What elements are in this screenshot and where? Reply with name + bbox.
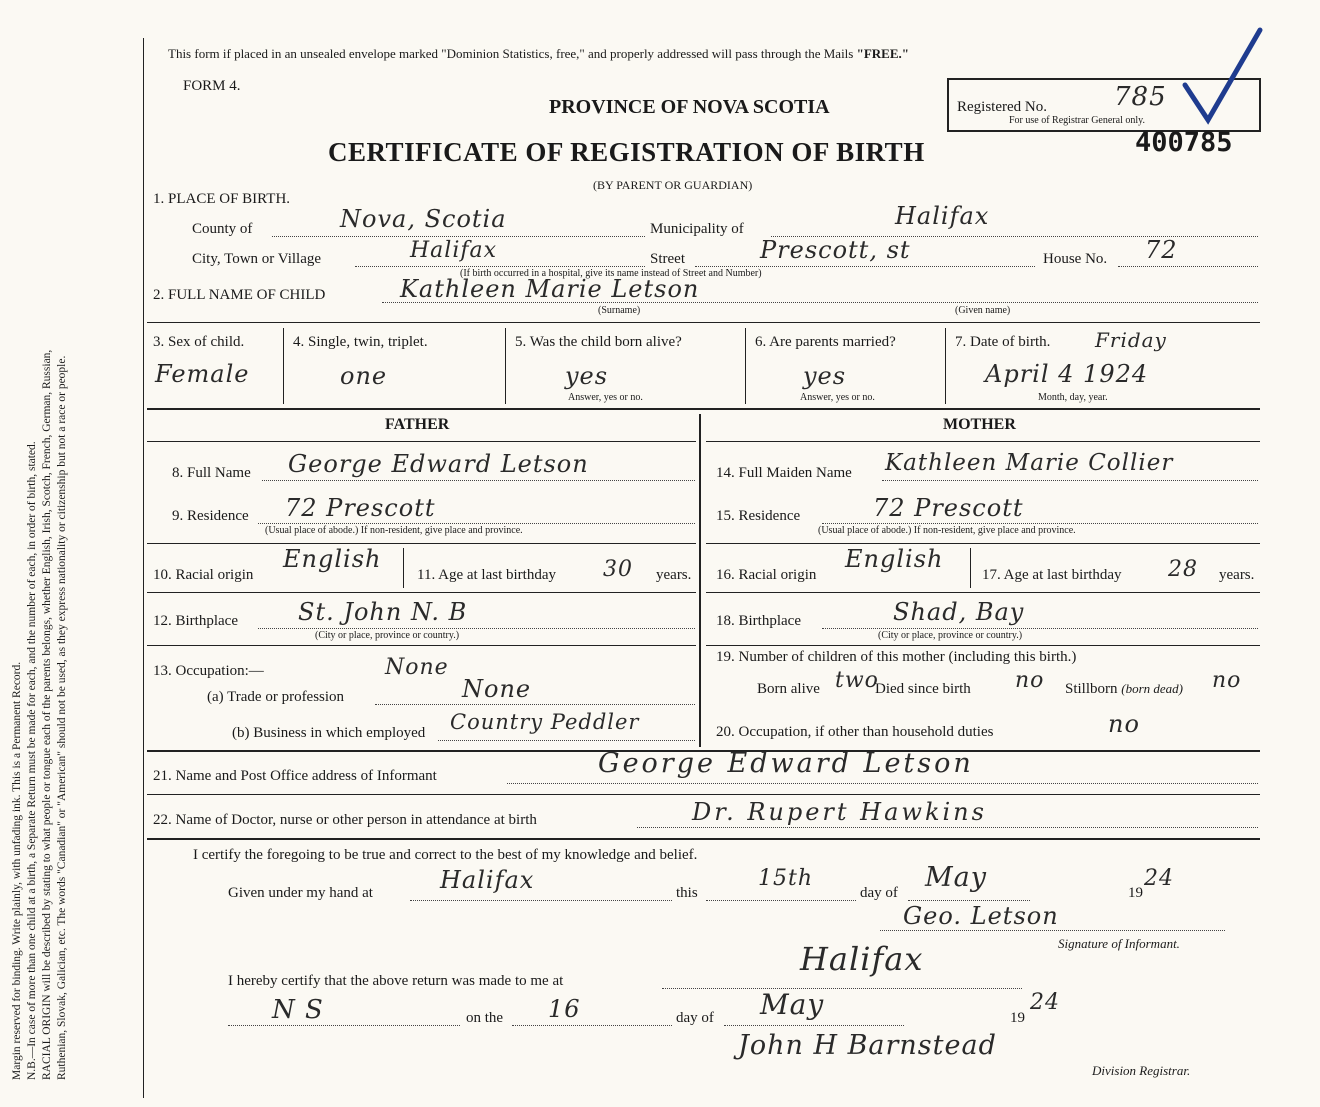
rule	[403, 548, 404, 588]
father-birthplace-note: (City or place, province or country.)	[315, 630, 460, 641]
stillborn-note: (born dead)	[1121, 681, 1184, 696]
married-label: 6. Are parents married?	[755, 334, 896, 350]
mother-age-unit: years.	[1219, 567, 1255, 583]
given-label: Given under my hand at	[228, 885, 373, 901]
mother-residence-value: 72 Prescott	[873, 494, 1024, 522]
house-value: 72	[1145, 236, 1178, 264]
registrar-caption: Division Registrar.	[1092, 1063, 1191, 1078]
margin-line: Margin reserved for binding. Write plainly, with unfading ink. This is a Permanent Record.	[11, 661, 23, 1080]
given-line	[410, 900, 672, 901]
father-birthplace-line	[258, 628, 695, 629]
informant-value: George Edward Letson	[598, 748, 974, 779]
father-trade-value: None	[462, 675, 532, 703]
registrar-day: 16	[548, 995, 581, 1023]
registrar-year-prefix: 19	[1010, 1010, 1025, 1026]
rule	[945, 328, 946, 404]
house-label: House No.	[1043, 251, 1108, 267]
mother-residence-line	[822, 523, 1258, 524]
father-name-label: 8. Full Name	[172, 465, 251, 481]
died-since-value: no	[1015, 668, 1045, 693]
rule	[147, 645, 696, 646]
mother-occupation-label: 20. Occupation, if other than household duties	[716, 724, 994, 740]
province-heading: PROVINCE OF NOVA SCOTIA	[549, 96, 830, 118]
rule	[970, 548, 971, 588]
mother-age-value: 28	[1168, 557, 1198, 582]
father-name-line	[262, 480, 695, 481]
rule	[147, 408, 1260, 410]
mother-name-value: Kathleen Marie Collier	[885, 450, 1174, 476]
father-residence-line	[258, 523, 695, 524]
page-title: CERTIFICATE OF REGISTRATION OF BIRTH	[328, 137, 925, 167]
street-value: Prescott, st	[760, 236, 911, 264]
dob-label: 7. Date of birth.	[955, 334, 1051, 350]
informant-signature: Geo. Letson	[903, 902, 1059, 930]
margin-line: N.B.—In case of more than one child at a birth, a Separate Return must be made for each, and the number of each, in order of birth, stated.	[26, 441, 38, 1080]
father-age-label: 11. Age at last birthday	[417, 567, 556, 583]
father-occupation-value: None	[385, 655, 449, 680]
father-residence-label: 9. Residence	[172, 508, 249, 524]
sex-label: 3. Sex of child.	[153, 334, 245, 350]
street-label: Street	[650, 251, 685, 267]
single-label: 4. Single, twin, triplet.	[293, 334, 428, 350]
rule	[283, 328, 284, 404]
mother-birthplace-note: (City or place, province or country.)	[878, 630, 1023, 641]
registrar-text: I hereby certify that the above return was made to me at	[228, 973, 564, 989]
street-line	[695, 266, 1035, 267]
county-value: Nova, Scotia	[340, 205, 507, 233]
certify-text: I certify the foregoing to be true and correct to the best of my knowledge and belief.	[193, 847, 698, 863]
checkmark-icon	[1180, 25, 1270, 130]
died-since-label: Died since birth	[875, 681, 971, 697]
father-race-label: 10. Racial origin	[153, 567, 254, 583]
day-line	[706, 900, 856, 901]
rule	[706, 441, 1260, 442]
mail-notice-text: This form if placed in an unsealed envelope marked "Dominion Statistics, free," and properly addressed will pass through the Mails	[168, 46, 857, 61]
stillborn-label	[1065, 681, 1183, 698]
dob-note: Month, day, year.	[1038, 392, 1108, 403]
certify-day: 15th	[758, 866, 814, 891]
father-residence-value: 72 Prescott	[285, 494, 436, 522]
county-line	[272, 236, 645, 237]
registrar-note: For use of Registrar General only.	[1009, 115, 1145, 126]
stamp-number: 400785	[1135, 127, 1233, 158]
mother-race-value: English	[845, 545, 944, 573]
given-name-note: (Given name)	[955, 305, 1011, 316]
born-alive-value: two	[835, 668, 879, 693]
house-line	[1118, 266, 1258, 267]
children-count-label: 19. Number of children of this mother (including this birth.)	[716, 649, 1077, 665]
registrar-place-line	[662, 988, 1022, 989]
mother-race-label: 16. Racial origin	[716, 567, 817, 583]
registrar-year: 24	[1030, 990, 1060, 1015]
form-number: FORM 4.	[183, 78, 241, 94]
informant-line	[507, 783, 1258, 784]
father-name-value: George Edward Letson	[288, 450, 589, 478]
stillborn-value: no	[1212, 668, 1242, 693]
rule	[147, 592, 696, 593]
father-trade-line	[375, 704, 695, 705]
father-business-value: Country Peddler	[450, 710, 640, 734]
rule	[706, 543, 1260, 544]
mother-birthplace-value: Shad, Bay	[893, 598, 1025, 626]
certify-month: May	[925, 862, 987, 893]
place-section: 1. PLACE OF BIRTH.	[153, 191, 291, 207]
rule	[505, 328, 506, 404]
father-heading: FATHER	[385, 416, 450, 433]
municipality-value: Halifax	[895, 202, 990, 230]
hospital-note: (If birth occurred in a hospital, give its name instead of Street and Number)	[460, 268, 762, 279]
alive-note: Answer, yes or no.	[568, 392, 643, 403]
married-value: yes	[803, 362, 847, 390]
alive-label: 5. Was the child born alive?	[515, 334, 682, 350]
city-value: Halifax	[410, 238, 498, 263]
dob-value: April 4 1924	[985, 360, 1149, 388]
stillborn-label-text: Stillborn	[1065, 681, 1118, 697]
year-prefix: 19	[1128, 885, 1143, 901]
registered-value: 785	[1114, 82, 1167, 112]
alive-value: yes	[565, 362, 609, 390]
mother-age-label: 17. Age at last birthday	[982, 567, 1122, 583]
informant-label: 21. Name and Post Office address of Informant	[153, 768, 437, 784]
married-note: Answer, yes or no.	[800, 392, 875, 403]
mother-name-line	[882, 480, 1258, 481]
father-birthplace-value: St. John N. B	[298, 598, 468, 626]
registrar-day-line	[512, 1025, 672, 1026]
rule	[147, 441, 696, 442]
mail-notice	[168, 46, 909, 62]
mother-heading: MOTHER	[943, 416, 1016, 433]
rule	[147, 794, 1260, 795]
father-business-line	[438, 740, 695, 741]
born-alive-label: Born alive	[757, 681, 820, 697]
margin-line: Ruthenian, Slovak, Galician, etc. The words "Canadian" or "American" should not be used, as they express nationality or citizenship but not a race or people.	[56, 355, 68, 1080]
doctor-line	[637, 827, 1258, 828]
rule	[699, 414, 701, 747]
single-value: one	[340, 362, 388, 390]
page-subtitle: (BY PARENT OR GUARDIAN)	[593, 178, 753, 192]
father-age-unit: years.	[656, 567, 692, 583]
father-business-label: (b) Business in which employed	[232, 725, 426, 741]
registrar-month-line	[724, 1025, 904, 1026]
this-label: this	[676, 885, 698, 901]
mother-birthplace-label: 18. Birthplace	[716, 613, 801, 629]
father-trade-label: (a) Trade or profession	[207, 689, 345, 705]
father-birthplace-label: 12. Birthplace	[153, 613, 238, 629]
on-label: on the	[466, 1010, 504, 1026]
registered-label: Registered No.	[957, 99, 1047, 115]
rule	[147, 322, 1260, 323]
signature-line	[880, 930, 1225, 931]
month-line	[908, 900, 1030, 901]
county-label: County of	[192, 221, 253, 237]
margin-line: RACIAL ORIGIN will be described by stating to what people or tongue each of the parents belongs, whether English, Irish, Scotch, French, German, Russian,	[41, 349, 53, 1080]
rule	[147, 838, 1260, 840]
mother-occupation-value: no	[1108, 710, 1140, 738]
binding-rule	[143, 38, 144, 1098]
rule	[147, 543, 696, 544]
city-label: City, Town or Village	[192, 251, 322, 267]
registrar-signature: John H Barnstead	[738, 1030, 997, 1061]
city-line	[355, 266, 645, 267]
sex-value: Female	[155, 360, 250, 388]
rule	[706, 592, 1260, 593]
mother-residence-note: (Usual place of abode.) If non-resident, give place and province.	[818, 525, 1076, 536]
registrar-province: N S	[272, 995, 324, 1025]
mother-birthplace-line	[822, 628, 1258, 629]
rule	[706, 645, 1260, 646]
dob-day: Friday	[1095, 328, 1167, 352]
child-name-value: Kathleen Marie Letson	[400, 275, 700, 303]
given-place: Halifax	[440, 866, 535, 894]
doctor-value: Dr. Rupert Hawkins	[692, 798, 987, 826]
province-line	[228, 1025, 460, 1026]
registrar-day-of: day of	[676, 1010, 714, 1026]
rule	[745, 328, 746, 404]
mail-notice-free: "FREE."	[856, 46, 909, 61]
surname-note: (Surname)	[598, 305, 641, 316]
father-age-value: 30	[603, 557, 633, 582]
mother-name-label: 14. Full Maiden Name	[716, 465, 852, 481]
father-residence-note: (Usual place of abode.) If non-resident, give place and province.	[265, 525, 523, 536]
certify-year: 24	[1144, 866, 1174, 891]
registrar-month: May	[760, 988, 825, 1021]
father-occupation-label: 13. Occupation:—	[153, 663, 264, 679]
signature-caption: Signature of Informant.	[1058, 936, 1180, 951]
mother-residence-label: 15. Residence	[716, 508, 801, 524]
municipality-label: Municipality of	[650, 221, 744, 237]
father-race-value: English	[283, 545, 382, 573]
margin-instructions	[10, 20, 70, 1080]
day-of-label: day of	[860, 885, 898, 901]
doctor-label: 22. Name of Doctor, nurse or other person in attendance at birth	[153, 812, 537, 828]
registrar-place: Halifax	[800, 940, 924, 978]
child-name-label: 2. FULL NAME OF CHILD	[153, 287, 326, 303]
